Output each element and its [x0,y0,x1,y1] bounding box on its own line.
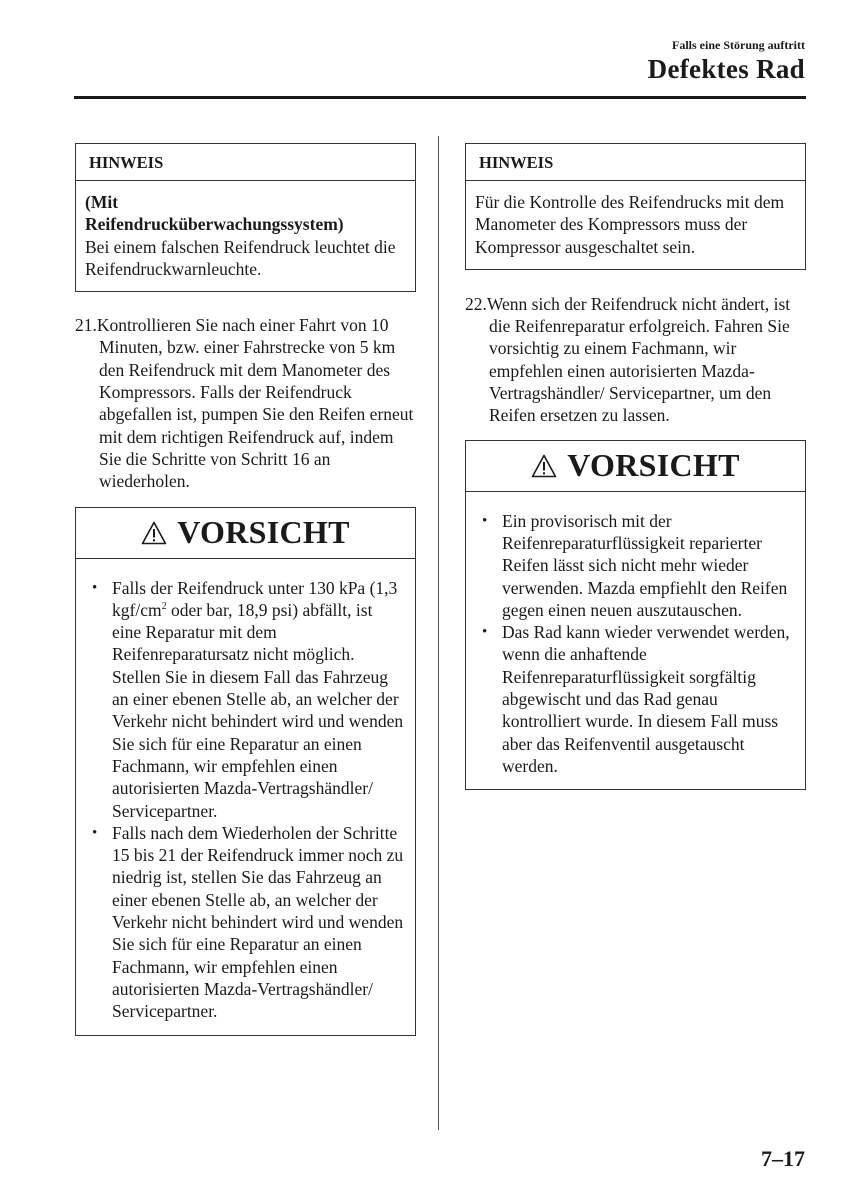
caution-bullet-text: Falls der Reifendruck unter 130 kPa (1,3 kgf/cm [112,577,398,620]
caution-bullet [88,822,405,1023]
note-text: Bei einem falschen Reifendruck leuchtet die Reifendruckwarnleuchte. [85,236,396,279]
caution-bullet-text: Das Rad kann wieder verwendet werden, wenn die anhaftende Reifenreparaturflüssigkeit sorgfältig abgewischt und das Rad genau kontrolliert wurde. In diesem Fall muss aber das Reifenventil ausgetauscht werden. [502,622,790,776]
caution-body [466,492,805,790]
right-column [465,143,806,790]
caution-title: VORSICHT [177,514,350,551]
note-body [466,181,805,269]
caution-bullet [478,621,795,777]
note-label: HINWEIS [466,144,805,181]
note-box [75,143,416,292]
step-number: 22. [465,293,487,314]
caution-header [466,441,805,492]
bullet-marker: • [482,512,488,529]
caution-body [76,559,415,1035]
caution-header [76,508,415,559]
bullet-marker: • [92,824,98,841]
caution-bullet [88,577,405,822]
step-text: Wenn sich der Reifendruck nicht ändert, ist die Reifenreparatur erfolgreich. Fahren Sie vorsichtig zu einem Fachmann, wir empfehlen einen autorisierten Mazda-Vertragshändler/ Servicepartner, um den Reifen ersetzen zu lassen. [486,293,791,426]
note-condition-line-1: (Mit [85,192,119,212]
section-title: Falls eine Störung auftritt [672,38,805,52]
column-divider [438,136,439,1130]
bullet-marker: • [482,624,488,641]
note-body [76,181,415,291]
step-21 [75,314,416,492]
superscript: 2 [161,601,167,613]
warning-triangle-icon [531,454,557,478]
step-number: 21. [75,315,97,336]
note-label: HINWEIS [76,144,415,181]
left-column [75,143,416,1036]
step-text: Kontrollieren Sie nach einer Fahrt von 10 Minuten, bzw. einer Fahrstrecke von 5 km den Reifendruck mit dem Manometer des Kompressors. Falls der Reifendruck abgefallen ist, pumpen Sie den Reifen erneut mit dem richtigen Reifendruck auf, indem Sie die Schritte von Schritt 16 an wiederholen. [96,315,414,492]
warning-triangle-icon [141,521,167,545]
note-box [465,143,806,270]
page-title: Defektes Rad [647,54,805,84]
caution-title: VORSICHT [567,447,740,484]
note-text: Für die Kontrolle des Reifendrucks mit dem Manometer des Kompressors muss der Kompressor ausgeschaltet sein. [475,192,785,257]
caution-bullet-text: Falls nach dem Wiederholen der Schritte 15 bis 21 der Reifendruck immer noch zu niedrig ist, stellen Sie das Fahrzeug an einer ebenen Stelle ab, an welcher der Verkehr nicht behindert wird und wenden Sie sich für eine Reparatur an einen Fachmann, wir empfehlen einen autorisierten Mazda-Vertragshändler/ Servicepartner. [112,822,404,1022]
caution-box [75,507,416,1036]
caution-bullet [478,510,795,621]
page-number: 7–17 [761,1146,805,1171]
note-condition-line-2: Reifendrucküberwachungssystem) [85,214,344,235]
caution-box [465,440,806,791]
header-rule [74,96,806,99]
step-22 [465,293,806,427]
caution-bullet-text: Ein provisorisch mit der Reifenreparaturflüssigkeit reparierter Reifen lässt sich nicht mehr wieder verwenden. Mazda empfiehlt den Reifen gegen einen neuen auszutauschen. [502,510,788,620]
caution-bullet-text-cont: oder bar, 18,9 psi) abfällt, ist eine Reparatur mit dem Reifenreparatursatz nicht möglich. Stellen Sie in diesem Fall das Fahrzeug an einer ebenen Stelle ab, an welcher der Verkehr nicht behindert wird und wenden Sie sich für eine Reparatur an einen Fachmann, wir empfehlen einen autorisierten Mazda-Vertragshändler/ Servicepartner. [112,599,404,821]
bullet-marker: • [92,579,98,596]
